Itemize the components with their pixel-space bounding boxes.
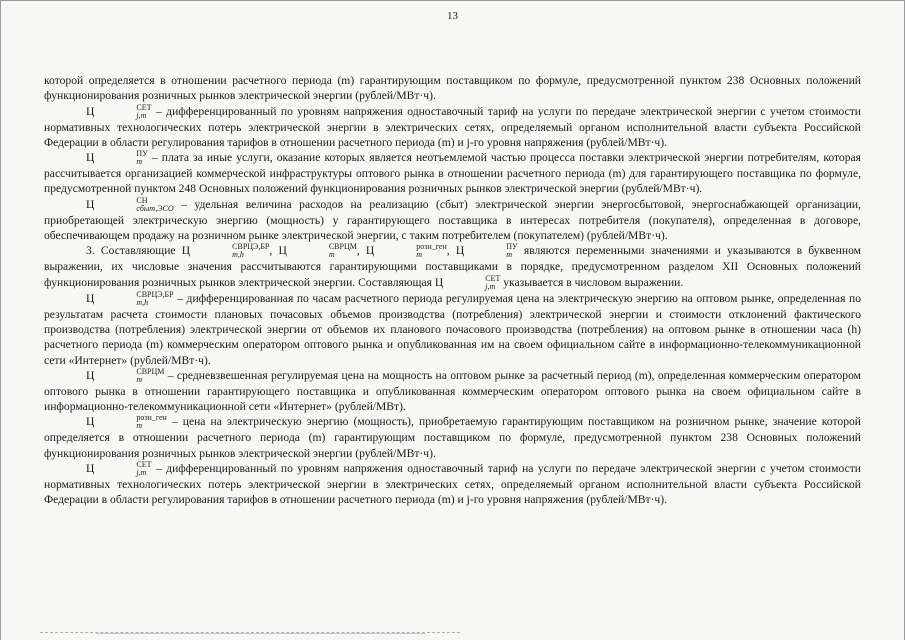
paragraph-text: – цена на электрическую энергию (мощность), приобретаемую гарантирующим поставщиком на розничном рынке, значение которой определяется в отношении расчетного периода (m) гарантирующим поставщиком по формуле, предусмотренной пунктом 238 Основных положений функционирования розничных рынков электрической энергии (рублей/МВт·ч). bbox=[44, 415, 861, 460]
definition-paragraph bbox=[44, 150, 861, 197]
formula-symbol bbox=[86, 149, 148, 167]
symbol-subscript: m,h bbox=[136, 297, 149, 307]
symbol-superscript: розн_ген bbox=[136, 413, 167, 423]
paragraph-text: – дифференцированный по уровням напряжения одноставочный тариф на услуги по передаче электрической энергии с учетом стоимости нормативных технологических потерь электрической энергии в электрических сетях, определяемый органом исполнительной власти субъекта Российской Федерации в области регулирования тарифов в отношении расчетного периода (m) и j-го уровня напряжения (рублей/МВт·ч). bbox=[44, 462, 861, 507]
symbol-letter: Ц bbox=[434, 275, 444, 289]
symbol-letter: Ц bbox=[365, 244, 375, 258]
formula-symbol bbox=[86, 289, 174, 307]
formula-symbol bbox=[278, 242, 357, 260]
formula-symbol bbox=[181, 242, 270, 260]
symbol-superscript: ПУ bbox=[136, 149, 148, 159]
definition-paragraph bbox=[44, 197, 861, 244]
formula-symbol bbox=[86, 102, 152, 120]
symbol-subscript: m bbox=[506, 250, 512, 260]
symbol-superscript: розн_ген bbox=[416, 242, 447, 252]
symbol-subscript: j,m bbox=[136, 110, 147, 120]
symbol-subscript: m bbox=[136, 374, 143, 384]
paragraph-text: 3. Составляющие bbox=[86, 244, 176, 258]
symbol-superscript: СЕТ bbox=[136, 460, 152, 470]
symbol-subscript: m bbox=[416, 250, 423, 260]
symbol-letter: Ц bbox=[86, 368, 95, 382]
paragraph-text: – средневзвешенная регулируемая цена на мощность на оптовом рынке за расчетный период (m), определенная коммерческим оператором оптового рынка в отношении гарантирующего поставщика и опубликованная коммерческим оператором оптового рынка на своем официальном сайте в информационно-телекоммуникационной сети «Интернет» (рублей/МВт). bbox=[44, 368, 862, 414]
formula-symbol bbox=[86, 195, 174, 213]
symbol-subscript: m bbox=[136, 421, 143, 431]
formula-symbol bbox=[365, 242, 447, 260]
definition-paragraph bbox=[44, 368, 861, 415]
document-body bbox=[44, 73, 861, 508]
symbol-letter: Ц bbox=[86, 104, 95, 118]
symbol-letter: Ц bbox=[86, 415, 95, 429]
symbol-letter: Ц bbox=[455, 244, 465, 258]
paragraph-text: – плата за иные услуги, оказание которых является неотъемлемой частью процесса поставки электрической энергии потребителям, которая рассчитывается организацией коммерческой инфраструктуры оптового рынка в отношении расчетного периода (m) для гарантирующего поставщика по формуле, предусмотренной пунктом 248 Основных положений функционирования розничных рынков электрической энергии (рублей/МВт·ч). bbox=[44, 151, 861, 196]
page-number: 13 bbox=[447, 10, 458, 22]
symbol-subscript: m,h bbox=[232, 250, 244, 260]
symbol-letter: Ц bbox=[86, 462, 95, 476]
symbol-subscript: m bbox=[136, 157, 143, 167]
symbol-superscript: СВРЦЭ,БР bbox=[136, 289, 174, 299]
symbol-letter: Ц bbox=[181, 244, 191, 258]
section-paragraph: 3. Составляющие Ц СВРЦЭ,БР m,h , Ц СВРЦМ m , Ц розн_ген m , Ц ПУ m являются переменными значениями и указываются в буквенном выражении, их числовые значения рассчитываются гарантирующими поставщиками в порядке, предусмотренном разделом XII Основных положений функционирования розничных рынков электрической энергии. Составляющая Ц СЕТ j,m указывается в числовом выражении. bbox=[44, 242, 861, 291]
paragraph-text: являются переменными значениями и указываются в буквенном выражении, их числовые значения рассчитываются гарантирующими поставщиками в порядке, предусмотренном разделом XII Основных положений функционирования розничных рынков электрической энергии. Составляющая bbox=[44, 244, 861, 289]
symbol-superscript: СВРЦМ bbox=[136, 366, 165, 376]
symbol-superscript: СВРЦЭ,БР bbox=[232, 242, 270, 252]
definition-paragraph bbox=[44, 291, 861, 368]
formula-symbol bbox=[86, 460, 152, 478]
definition-paragraph bbox=[44, 104, 861, 151]
formula-symbol bbox=[86, 413, 167, 431]
symbol-superscript: СН bbox=[136, 195, 148, 205]
symbol-letter: Ц bbox=[278, 244, 287, 258]
formula-symbol bbox=[86, 366, 165, 384]
symbol-subscript: j,m bbox=[485, 281, 496, 291]
page-border-left bbox=[0, 0, 1, 640]
paragraph-text: которой определяется в отношении расчетного периода (m) гарантирующим поставщиком по формуле, предусмотренной пунктом 238 Основных положений функционирования розничных рынков электрической энергии (рублей/МВт·ч). bbox=[44, 74, 861, 103]
symbol-superscript: ПУ bbox=[506, 242, 518, 252]
paragraph-text: указывается в числовом выражении. bbox=[503, 275, 684, 289]
symbol-letter: Ц bbox=[86, 151, 95, 165]
symbol-letter: Ц bbox=[86, 197, 95, 211]
formula-symbol bbox=[434, 273, 501, 291]
symbol-superscript: СВРЦМ bbox=[328, 242, 357, 252]
symbol-letter: Ц bbox=[86, 291, 95, 305]
paragraph-text: – дифференцированный по уровням напряжения одноставочный тариф на услуги по передаче электрической энергии с учетом стоимости нормативных технологических потерь электрической энергии в электрических сетях, определяемый органом исполнительной власти субъекта Российской Федерации в области регулирования тарифов в отношении расчетного периода (m) и j-го уровня напряжения (рублей/МВт·ч). bbox=[44, 104, 861, 149]
formula-symbol bbox=[455, 242, 518, 260]
scan-line bbox=[96, 633, 426, 634]
page-border-top bbox=[0, 0, 905, 1]
paragraph-text: – удельная величина расходов на реализацию (сбыт) электрической энергии энергосбытовой, энергоснабжающей организации, приобретающей электрическую энергию (мощность) у гарантирующего поставщика в интересах потребителя (покупателя), определенная в договоре, обеспечивающем продажу на розничном рынке электрической энергии, с таким потребителем (покупателем) (рублей/МВт·ч). bbox=[44, 197, 862, 243]
definition-paragraph bbox=[44, 414, 861, 461]
symbol-subscript: сбыт,ЭСО bbox=[136, 203, 174, 213]
paragraph-text: – дифференцированная по часам расчетного периода регулируемая цена на электрическую энергию на оптовом рынке, определенная по результатам расчета стоимости плановых почасовых объемов производства (потребления) электрической энергии и стоимости отклонений фактического производства (потребления) электрической энергии от объемов их планового почасового производства (потребления) на оптовом рынке в отношении часа (h) расчетного периода (m) коммерческим оператором оптового рынка и опубликованная им на своем официальном сайте в информационно-телекоммуникационной сети «Интернет» (рублей/МВт·ч). bbox=[44, 291, 861, 367]
definition-paragraph bbox=[44, 461, 861, 508]
symbol-subscript: m bbox=[328, 250, 335, 260]
symbol-superscript: СЕТ bbox=[485, 273, 501, 283]
symbol-subscript: j,m bbox=[136, 468, 147, 478]
symbol-superscript: СЕТ bbox=[136, 102, 152, 112]
paragraph bbox=[44, 73, 861, 104]
